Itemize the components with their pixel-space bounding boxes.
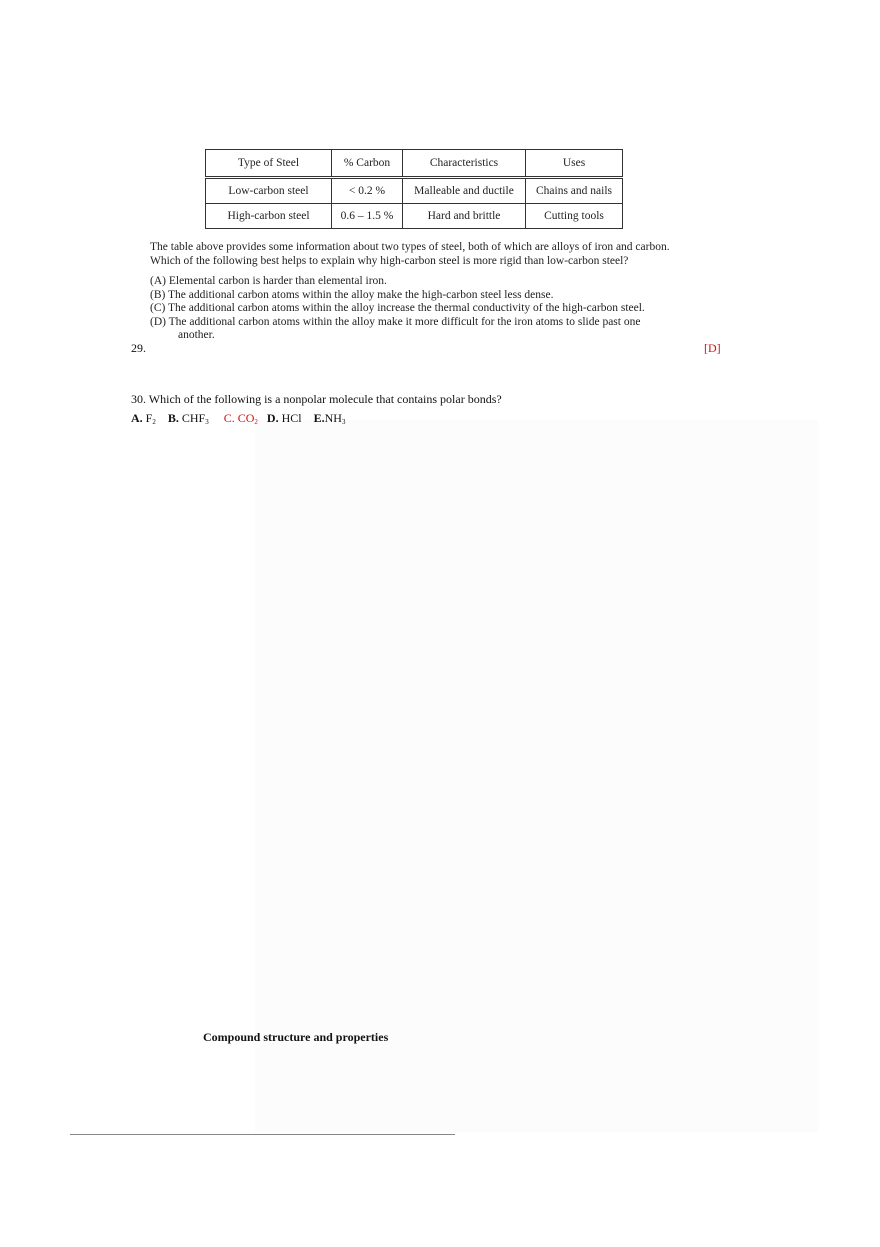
table-cell: Chains and nails	[526, 178, 623, 204]
option-letter: (C)	[150, 302, 166, 314]
answer-key: [D]	[704, 341, 721, 355]
table-header: Uses	[526, 150, 623, 178]
table-cell: < 0.2 %	[332, 178, 403, 204]
footnote-divider	[70, 1134, 455, 1135]
option-a	[150, 275, 387, 287]
table-row	[206, 178, 623, 204]
option-text: The additional carbon atoms within the alloy make the high-carbon steel less dense.	[168, 289, 554, 301]
option-d	[150, 316, 640, 328]
question-stem: The table above provides some information about two types of steel, both of which are alloys of iron and carbon.	[150, 241, 670, 253]
table-cell: High-carbon steel	[206, 204, 332, 229]
table-cell: Cutting tools	[526, 204, 623, 229]
answer-choices	[131, 411, 345, 426]
choice-d: D. HCl	[266, 411, 302, 425]
option-letter: (B)	[150, 289, 166, 301]
table-cell: Hard and brittle	[403, 204, 526, 229]
table-cell: 0.6 – 1.5 %	[332, 204, 403, 229]
table-row	[206, 204, 623, 229]
question-number: 29.	[131, 341, 146, 355]
choice-b: B. $CHF_3$	[167, 411, 209, 426]
table-header: Characteristics	[403, 150, 526, 178]
section-heading: Compound structure and properties	[203, 1030, 389, 1044]
option-letter: (A)	[150, 275, 166, 287]
option-d-continued: another.	[178, 329, 215, 341]
table-cell: Malleable and ductile	[403, 178, 526, 204]
question-30: 30. Which of the following is a nonpolar molecule that contains polar bonds?	[131, 392, 502, 406]
option-b	[150, 289, 553, 301]
table-header: % Carbon	[332, 150, 403, 178]
table-header: Type of Steel	[206, 150, 332, 178]
option-c	[150, 302, 645, 314]
option-text: The additional carbon atoms within the alloy increase the thermal conductivity of the high-carbon steel.	[168, 302, 645, 314]
steel-table	[205, 149, 623, 229]
table-cell: Low-carbon steel	[206, 178, 332, 204]
choice-e: $E.NH_3$	[313, 411, 346, 426]
option-text: Elemental carbon is harder than elemental iron.	[168, 275, 387, 287]
option-text: The additional carbon atoms within the alloy make it more difficult for the iron atoms to slide past one	[168, 316, 641, 328]
background-panel	[255, 420, 818, 1132]
choice-a: A. $F_2$	[131, 411, 156, 426]
option-letter: (D)	[150, 316, 166, 328]
choice-c-correct: C. $CO_2$	[223, 411, 258, 426]
question-stem: Which of the following best helps to explain why high-carbon steel is more rigid than low-carbon steel?	[150, 255, 629, 267]
